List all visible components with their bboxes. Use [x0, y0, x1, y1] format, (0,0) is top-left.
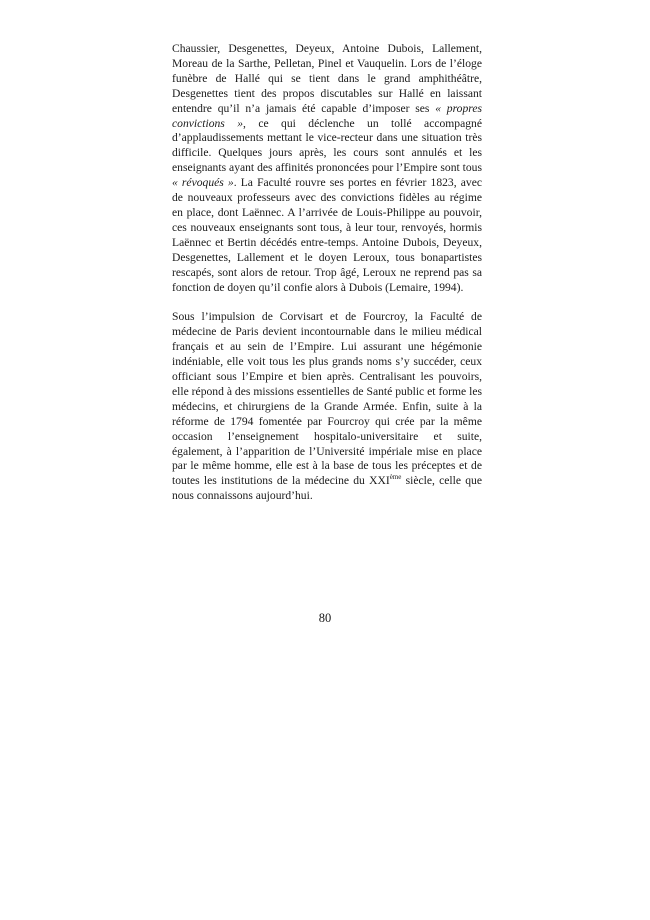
ordinal-superscript: ème [389, 473, 402, 482]
paragraph [172, 42, 482, 295]
italic-quote: « propres convictions » [172, 101, 482, 130]
paragraph [172, 310, 482, 504]
page-number: 80 [318, 611, 332, 625]
italic-quote: « révoqués » [172, 176, 234, 190]
text-run: Sous l’impulsion de Corvisart et de Fourcroy, la Faculté de médecine de Paris devient incontournable dans le milieu médical français et au sein de l’Empire. Lui assurant une hégémonie indéniable, elle voit tous les plus grands noms s’y succéder, ceux officiant sous l’Empire et bien après. Centralisant les pouvoirs, elle répond à des missions essentielles de Santé public et forme les médecins, et chirurgiens de la Grande Armée. Enfin, suite à la réforme de 1794 fomentée par Fourcroy qui crée par la même occasion l’enseignement hospitalo-universitaire et suite, également, à l’apparition de l’Université impériale mise en place par le même homme, elle est à la base de tous les préceptes et de toutes les institutions de la médecine du XXI [172, 310, 482, 488]
text-run: Chaussier, Desgenettes, Deyeux, Antoine Dubois, Lallement, Moreau de la Sarthe, Pelletan, Pinel et Vauquelin. Lors de l’éloge funèbre de Hallé qui se tient dans le grand amphithéâtre, Desgenettes tient des propos discutables sur Hallé en laissant entendre qu’il n’a jamais été capable d’imposer ses [172, 42, 482, 115]
text-run: siècle, celle que nous connaissons aujourd’hui. [172, 474, 482, 503]
body-text [172, 42, 482, 504]
text-run: , ce qui déclenche un tollé accompagné d’applaudissements mettant le vice-recteur dans une situation très difficile. Quelques jours après, les cours sont annulés et les enseignants ayant des affinités prononcées pour l’Empire sont tous [172, 116, 482, 175]
text-run: . La Faculté rouvre ses portes en février 1823, avec de nouveaux professeurs avec des convictions fidèles au régime en place, dont Laënnec. A l’arrivée de Louis-Philippe au pouvoir, ces nouveaux enseignants sont tous, à leur tour, renvoyés, hormis Laënnec et Bertin décédés entre-temps. Antoine Dubois, Deyeux, Desgenettes, Lallement et le doyen Leroux, tous bonapartistes rescapés, sont alors de retour. Trop âgé, Leroux ne reprend pas sa fonction de doyen qu’il confie alors à Dubois (Lemaire, 1994). [172, 176, 482, 294]
